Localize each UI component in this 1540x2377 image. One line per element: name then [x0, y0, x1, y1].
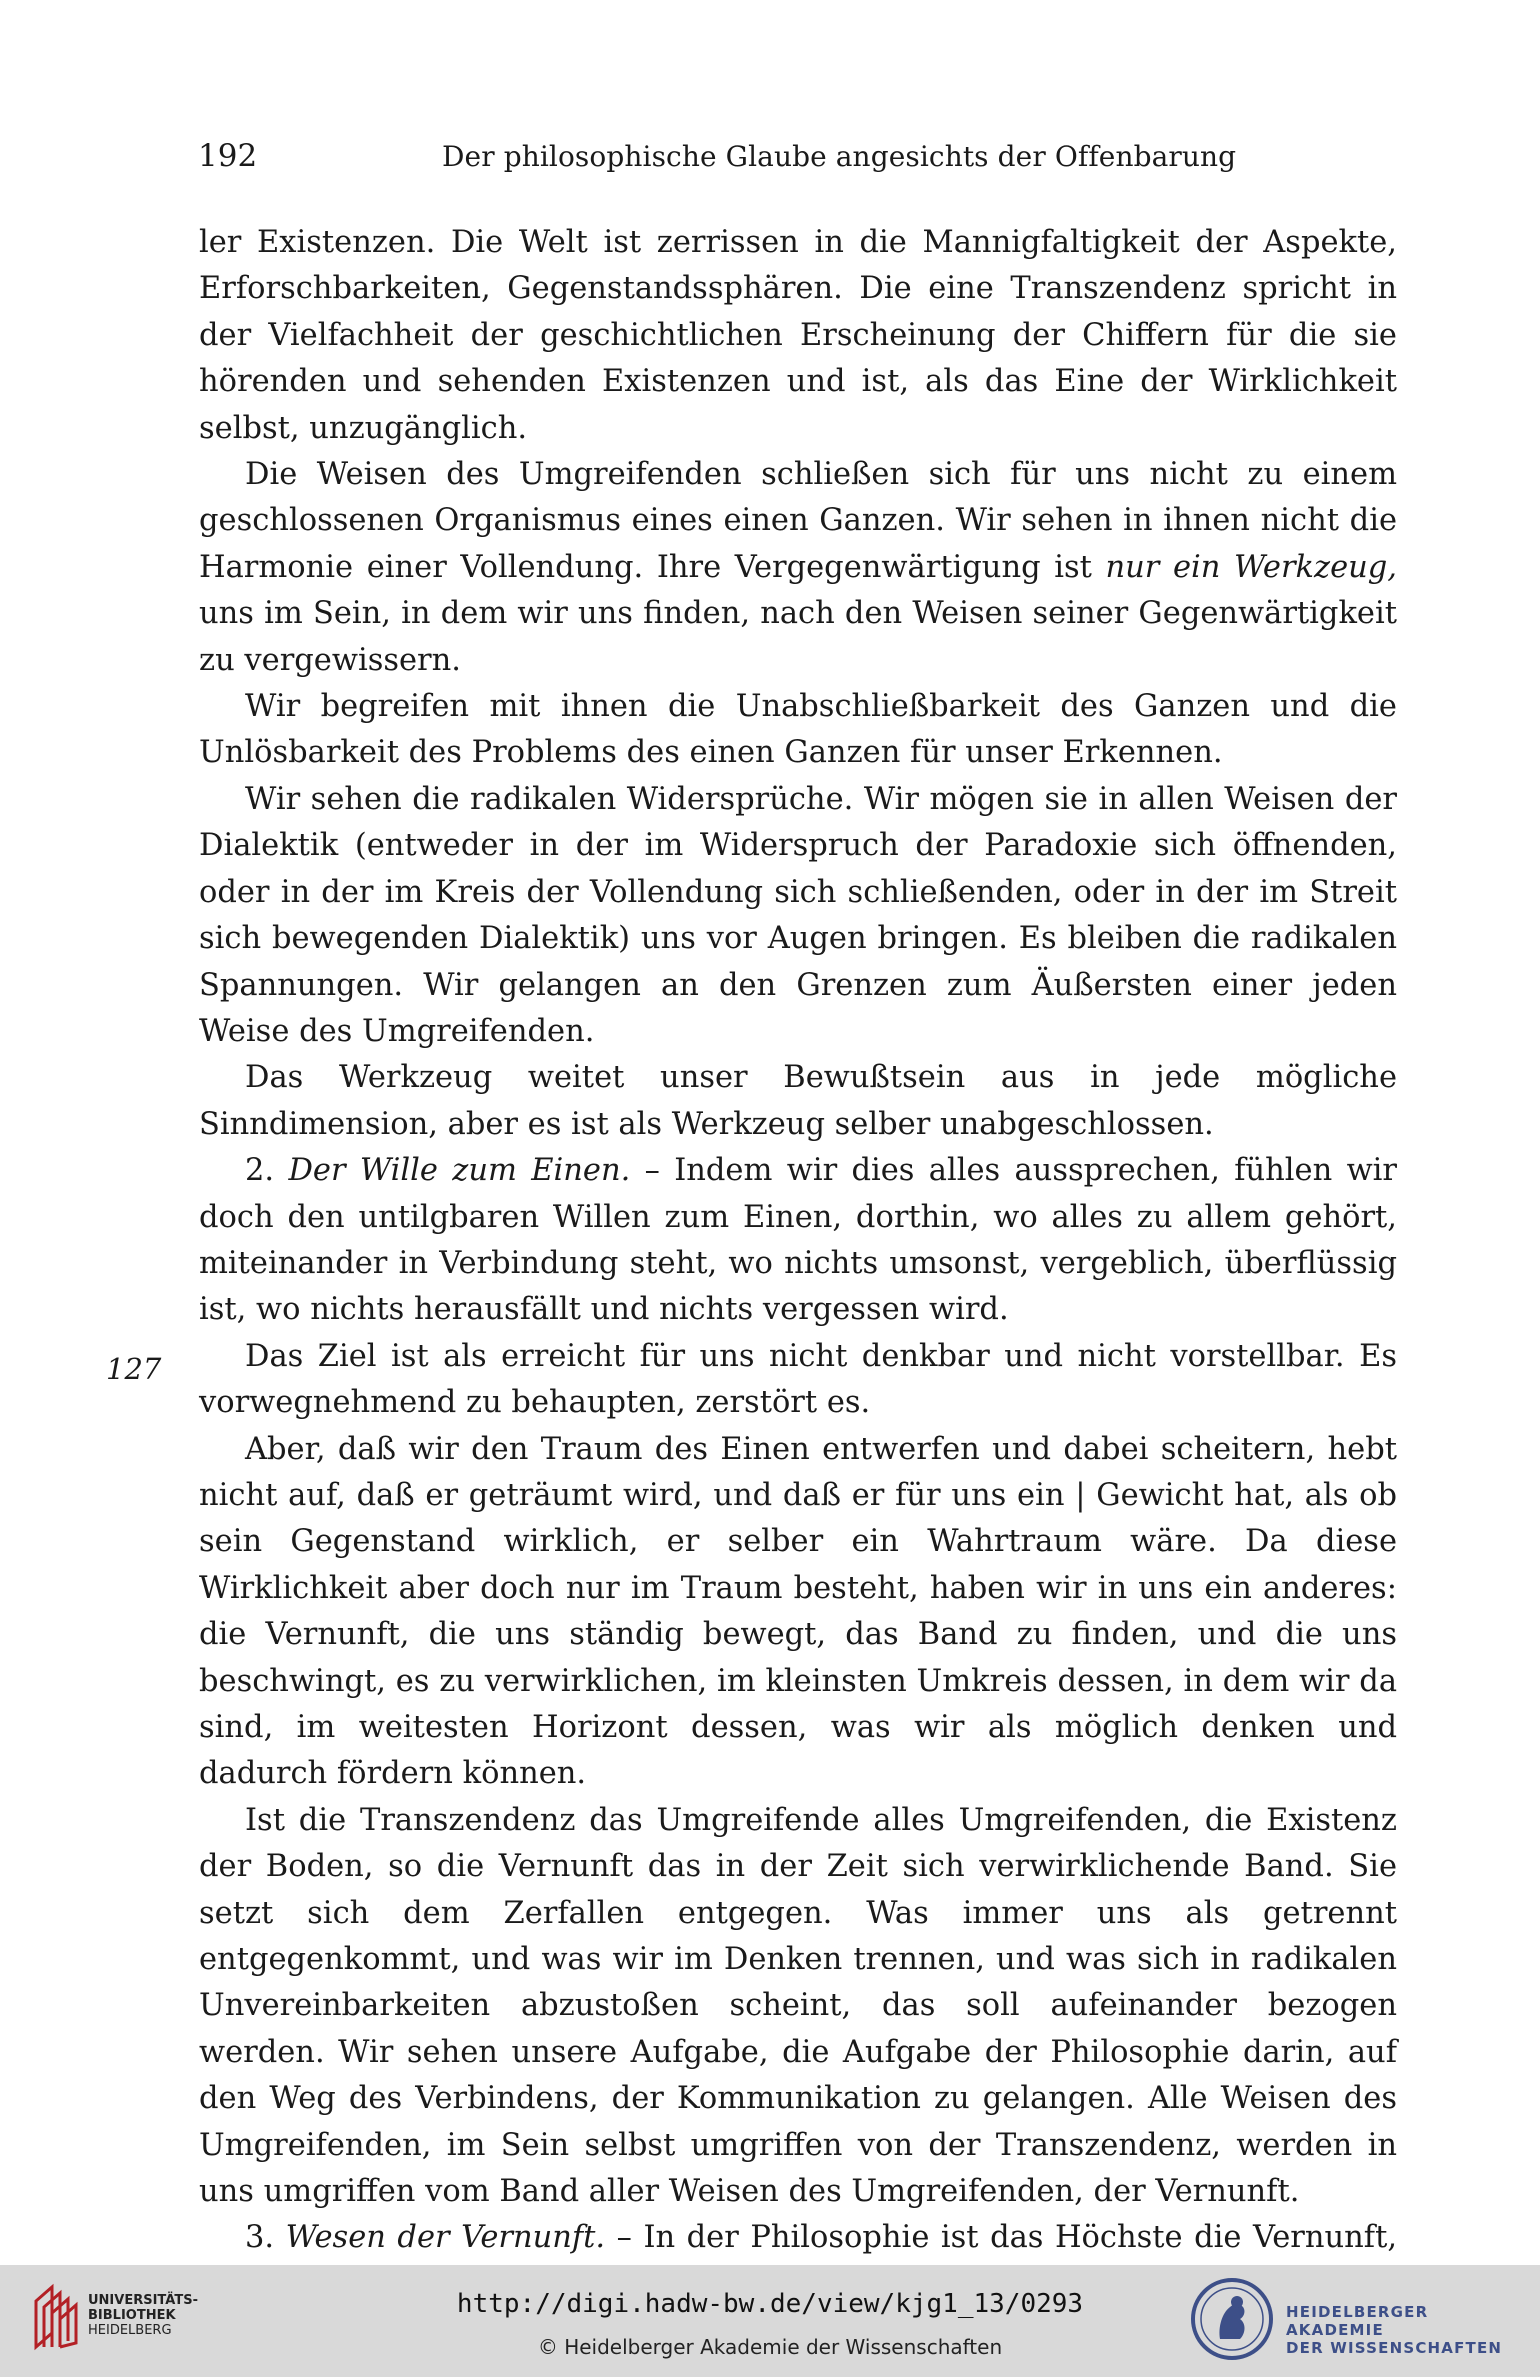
- paragraph-10: 3. Wesen der Vernunft. – In der Philosophie ist das Höchste die Vernunft,: [245, 2220, 1398, 2256]
- paragraph-8: Aber, daß wir den Traum des Einen entwerfen und dabei scheitern, hebt nicht auf, daß er geträumt wird, und daß er für uns ein | Gewicht hat, als ob sein Gegenstand wirklich, er selber ein Wahrtraum wäre. Da diese Wirklichkeit aber doch nur im Traum besteht, haben wir in uns ein anderes: die Vernunft, die uns ständig bewegt, das Band zu finden, und die uns beschwingt, es zu verwirklichen, im kleinsten Umkreis dessen, in dem wir da sind, im weitesten Horizont dessen, was wir als möglich denken und dadurch fördern können.: [199, 1431, 1397, 1792]
- page-header: [198, 138, 1398, 182]
- university-library-label: UNIVERSITÄTS- BIBLIOTHEK HEIDELBERG: [88, 2293, 198, 2338]
- footer-bar: [0, 2265, 1540, 2377]
- section-heading-vernunft: Wesen der Vernunft.: [285, 2220, 606, 2256]
- page-number: 192: [198, 138, 258, 174]
- running-title: Der philosophische Glaube angesichts der Offenbarung: [442, 140, 1237, 173]
- paragraph-6: 2. Der Wille zum Einen. – Indem wir dies alles aussprechen, fühlen wir doch den untilgbaren Willen zum Einen, dorthin, wo alles zu allem gehört, miteinander in Verbindung steht, wo nichts umsonst, vergeblich, überflüssig ist, wo nichts herausfällt und nichts vergessen wird.: [199, 1153, 1398, 1328]
- body-text: [199, 220, 1397, 2308]
- paragraph-7: Das Ziel ist als erreicht für uns nicht denkbar und nicht vorstellbar. Es vorwegnehmend zu behaupten, zerstört es.: [199, 1338, 1397, 1421]
- academy-seal-icon: [1190, 2277, 1274, 2361]
- copyright-notice: © Heidelberger Akademie der Wissenschaften: [537, 2335, 1003, 2359]
- academy-logo[interactable]: [1190, 2277, 1520, 2365]
- paragraph-9: Ist die Transzendenz das Umgreifende alles Umgreifenden, die Existenz der Boden, so die Vernunft das in der Zeit sich verwirklichende Band. Sie setzt sich dem Zerfallen entgegen. Was immer uns als getrennt entgegenkommt, und was wir im Denken trennen, und was sich in radikalen Unvereinbarkeiten abzustoßen scheint, das soll aufeinander bezogen werden. Wir sehen unsere Aufgabe, die Aufgabe der Philosophie darin, auf den Weg des Verbindens, der Kommunikation zu gelangen. Alle Weisen des Umgreifenden, im Sein selbst umgriffen von der Transzendenz, werden in uns umgriffen vom Band aller Weisen des Umgreifenden, der Vernunft.: [199, 1802, 1397, 2210]
- paragraph-1: ler Existenzen. Die Welt ist zerrissen in die Mannigfaltigkeit der Aspekte, Erforschbarkeiten, Gegenstandssphären. Die eine Transzendenz spricht in der Vielfachheit der geschichtlichen Erscheinung der Chiffern für die sie hörenden und sehenden Existenzen und ist, als das Eine der Wirklichkeit selbst, unzugänglich.: [199, 225, 1397, 446]
- paragraph-2: Die Weisen des Umgreifenden schließen sich für uns nicht zu einem geschlossenen Organismus eines einen Ganzen. Wir sehen in ihnen nicht die Harmonie einer Vollendung. Ihre Vergegenwärtigung ist nur ein Werkzeug, uns im Sein, in dem wir uns finden, nach den Weisen seiner Gegenwärtigkeit zu vergewissern.: [199, 457, 1397, 678]
- paragraph-4: Wir sehen die radikalen Widersprüche. Wir mögen sie in allen Weisen der Dialektik (entweder in der im Widerspruch der Paradoxie sich öffnenden, oder in der im Kreis der Vollendung sich schließenden, oder in der im Streit sich bewegenden Dialektik) uns vor Augen bringen. Es bleiben die radikalen Spannungen. Wir gelangen an den Grenzen zum Äußersten einer jeden Weise des Umgreifenden.: [199, 781, 1397, 1049]
- section-heading-wille: Der Wille zum Einen.: [288, 1153, 631, 1189]
- academy-label: HEIDELBERGER AKADEMIE DER WISSENSCHAFTEN: [1286, 2303, 1503, 2357]
- emphasis-werkzeug: nur ein Werkzeug,: [1105, 549, 1397, 585]
- permalink-url[interactable]: http://digi.hadw-bw.de/view/kjg1_13/0293: [456, 2289, 1084, 2319]
- margin-page-reference: 127: [106, 1352, 162, 1386]
- paragraph-5: Das Werkzeug weitet unser Bewußtsein aus in jede mögliche Sinndimension, aber es ist als Werkzeug selber unabgeschlossen.: [199, 1060, 1397, 1142]
- paragraph-3: Wir begreifen mit ihnen die Unabschließbarkeit des Ganzen und die Unlösbarkeit des Problems des einen Ganzen für unser Erkennen.: [199, 689, 1397, 771]
